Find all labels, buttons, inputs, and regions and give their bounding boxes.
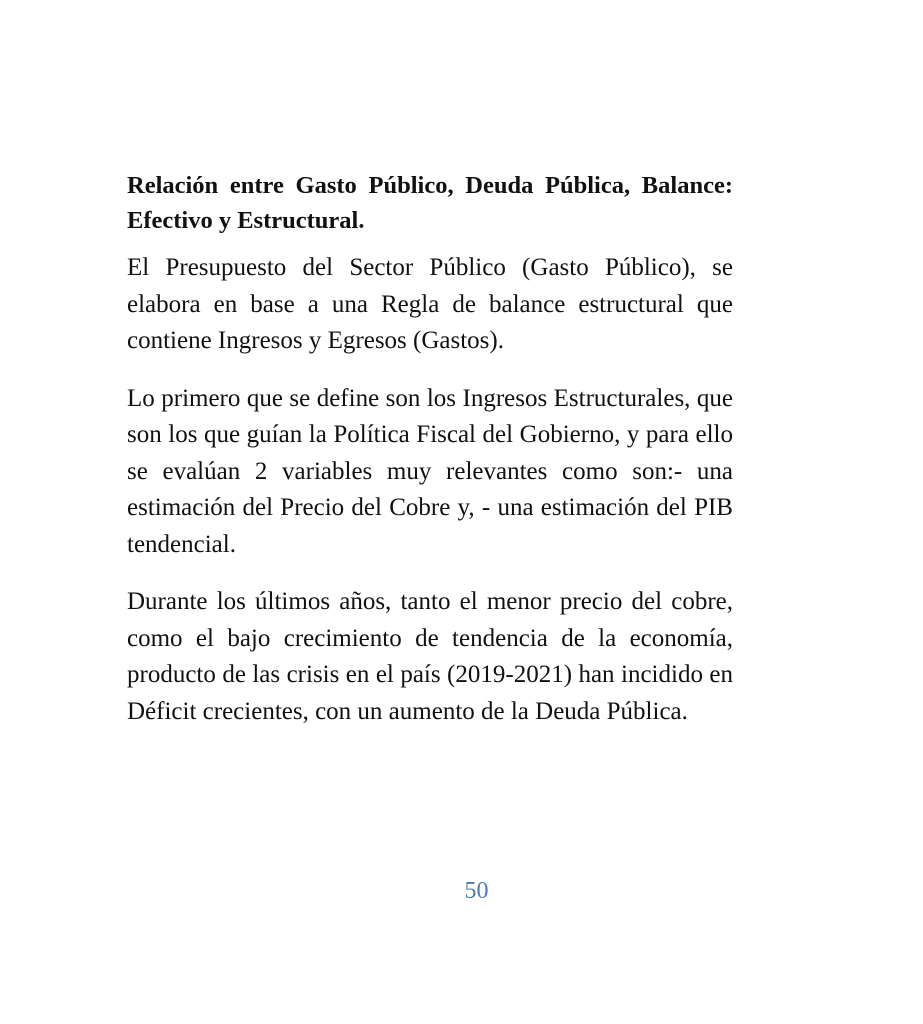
page-number: 50 xyxy=(464,878,489,904)
section-heading: Relación entre Gasto Público, Deuda Pública, Balance: Efectivo y Estructural. xyxy=(127,172,733,234)
paragraph-3: Durante los últimos años, tanto el menor precio del cobre, como el bajo crecimiento de tendencia de la economía, producto de las crisis en el país (2019-2021) han incidido en Déficit crecientes, con un aumento de la Deuda Pública. xyxy=(127,588,733,725)
paragraph-1: El Presupuesto del Sector Público (Gasto Público), se elabora en base a una Regla de balance estructural que contiene Ingresos y Egresos (Gastos). xyxy=(127,254,733,354)
page-content xyxy=(127,168,733,751)
paragraph-2: Lo primero que se define son los Ingresos Estructurales, que son los que guían la Política Fiscal del Gobierno, y para ello se evalúan 2 variables muy relevantes como son:- una estimación del Precio del Cobre y, - una estimación del PIB tendencial. xyxy=(127,384,733,558)
